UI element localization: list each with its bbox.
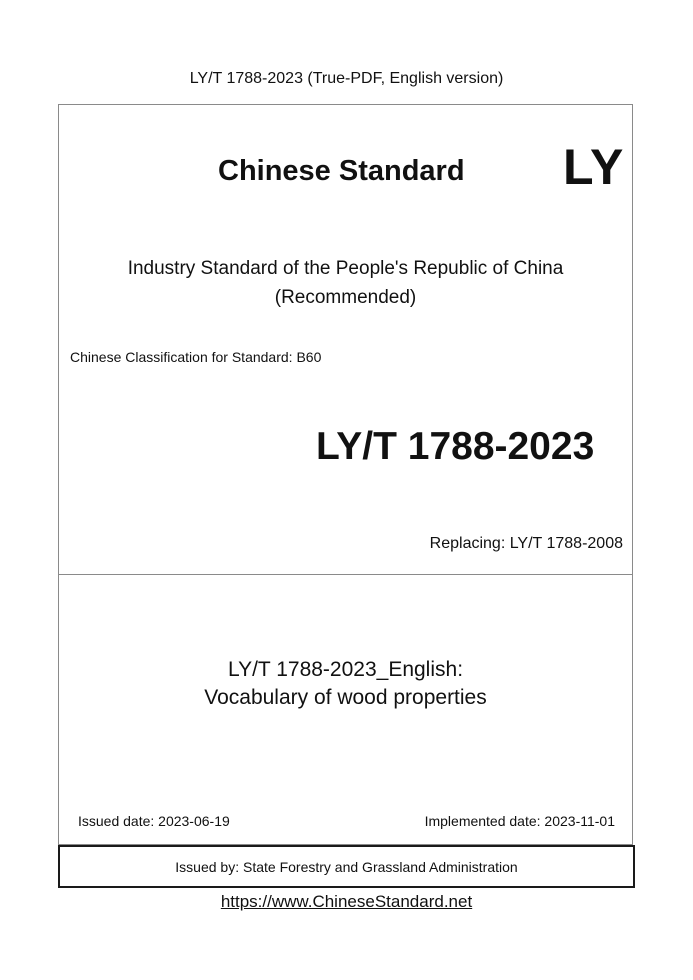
standard-number: LY/T 1788-2023 xyxy=(316,425,595,468)
section-divider xyxy=(58,574,633,575)
recommended-label: (Recommended) xyxy=(274,287,417,308)
document-title-code: LY/T 1788-2023_English: xyxy=(227,658,464,681)
issued-by-text: Issued by: State Forestry and Grassland Administration xyxy=(175,858,518,875)
website-link[interactable]: https://www.ChineseStandard.net xyxy=(220,892,473,911)
standard-code-prefix: LY xyxy=(563,139,625,195)
document-title-name: Vocabulary of wood properties xyxy=(204,686,487,709)
issued-date: Issued date: 2023-06-19 xyxy=(78,813,230,829)
replacing-text: Replacing: LY/T 1788-2008 xyxy=(429,535,623,552)
implemented-date: Implemented date: 2023-11-01 xyxy=(424,813,615,829)
industry-standard-line: Industry Standard of the People's Republic of China xyxy=(127,258,564,279)
cover-frame xyxy=(58,104,633,845)
cover-heading: Chinese Standard xyxy=(218,155,465,187)
classification-text: Chinese Classification for Standard: B60 xyxy=(70,349,322,365)
issuer-box xyxy=(58,845,635,888)
page-header-title: LY/T 1788-2023 (True-PDF, English version) xyxy=(189,70,504,87)
